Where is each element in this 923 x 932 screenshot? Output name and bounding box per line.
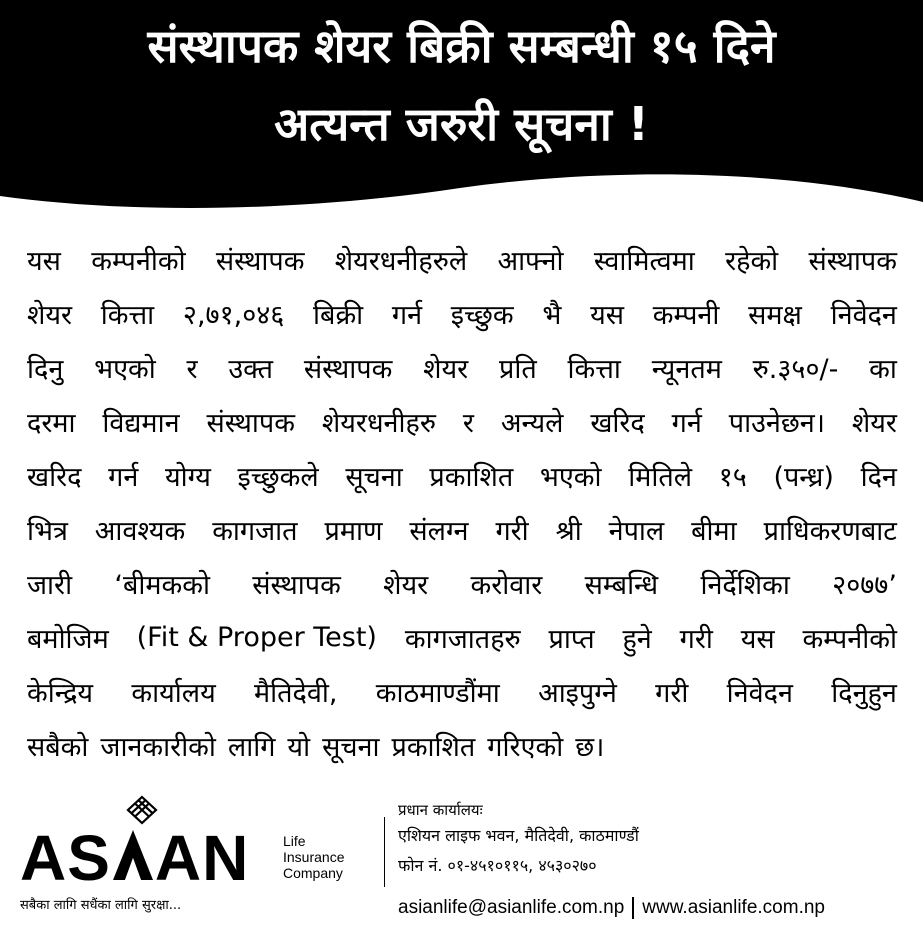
body-word: संस्थापक — [206, 407, 295, 439]
body-word: कागजातहरु — [404, 623, 521, 655]
body-line — [27, 502, 897, 556]
body-word: मितिले — [628, 461, 693, 493]
footer-divider — [384, 817, 385, 887]
body-word: २०७७’ — [832, 569, 897, 601]
body-word: कित्ता — [567, 353, 621, 385]
body-word: करोवार — [470, 569, 543, 601]
logo-text-left: AS — [20, 822, 111, 894]
body-line — [27, 718, 897, 772]
body-word: सूचना — [345, 461, 403, 493]
body-word: १५ — [718, 461, 747, 493]
body-word: शेयरधनीहरु — [321, 407, 437, 439]
body-word: शेयरधनीहरुले — [334, 245, 468, 277]
notice-body — [27, 232, 897, 772]
body-word: गर्न — [671, 407, 702, 439]
body-word: प्रमाण — [324, 515, 383, 547]
body-word: विद्यमान — [102, 407, 180, 439]
endless-knot-icon — [126, 795, 158, 825]
logo-subtitle — [283, 833, 344, 881]
body-word: बिक्री — [313, 299, 364, 331]
body-word: भै — [542, 299, 562, 331]
body-word: दिनु — [27, 353, 64, 385]
body-word: संलग्न — [409, 515, 469, 547]
logo-text-right: AN — [154, 822, 250, 894]
body-word: कागजात — [212, 515, 298, 547]
email-link[interactable]: asianlife@asianlife.com.np — [398, 897, 625, 918]
head-office-block — [398, 799, 639, 881]
body-word: निर्देशिका — [700, 569, 790, 601]
logo-subtitle-line: Insurance — [283, 849, 345, 865]
contact-separator — [632, 897, 634, 919]
body-word: हुने — [622, 623, 652, 655]
body-word: गरी — [655, 677, 689, 709]
logo-tagline: सबैका लागि सधैंका लागि सुरक्षा... — [20, 898, 182, 913]
body-line — [27, 340, 897, 394]
body-word: प्राधिकरणबाट — [763, 515, 897, 547]
body-word: र — [462, 407, 474, 439]
head-office-heading: प्रधान कार्यालयः — [398, 801, 483, 819]
body-word: दरमा — [27, 407, 76, 439]
body-word: पाउनेछन। — [728, 407, 826, 439]
body-word: दिनुहुन — [831, 677, 897, 709]
body-word: यो — [287, 731, 311, 763]
body-word: संस्थापक — [303, 353, 393, 385]
body-word: बीमा — [691, 515, 737, 547]
body-word: शेयर — [27, 299, 73, 331]
footer — [0, 785, 923, 932]
body-line — [27, 232, 897, 286]
body-word: स्वामित्वमा — [593, 245, 695, 277]
notice-title-line-1: संस्थापक शेयर बिक्री सम्बन्धी १५ दिने — [147, 19, 776, 73]
body-word: प्रकाशित — [391, 731, 476, 763]
body-word: समक्ष — [748, 299, 802, 331]
body-word: भएको — [94, 353, 156, 385]
body-word: गरी — [679, 623, 713, 655]
body-word: गरी — [495, 515, 529, 547]
body-word: र — [186, 353, 198, 385]
body-word: संस्थापक — [215, 245, 305, 277]
body-word: प्रकाशित — [429, 461, 514, 493]
body-word: यस — [27, 245, 61, 277]
website-link[interactable]: www.asianlife.com.np — [642, 897, 825, 918]
body-word: जारी — [27, 569, 73, 601]
body-word: नेपाल — [608, 515, 665, 547]
body-word: आफ्नो — [497, 245, 564, 277]
body-word: केन्द्रिय — [27, 677, 94, 709]
body-word: सबैको — [27, 731, 89, 763]
body-word: २,७१,०४६ — [182, 299, 285, 331]
body-line — [27, 394, 897, 448]
logo-subtitle-line: Life — [283, 833, 306, 849]
body-word: संस्थापक — [808, 245, 897, 277]
body-word: छ। — [575, 731, 605, 763]
body-word: ‘बीमकको — [114, 569, 210, 601]
body-word: प्राप्त — [548, 623, 595, 655]
body-word: सम्बन्धि — [584, 569, 659, 601]
body-word: (Fit & Proper Test) — [136, 621, 377, 653]
body-word: निवेदन — [830, 299, 897, 331]
body-word: कार्यालय — [131, 677, 216, 709]
body-word: काठमाण्डौंमा — [375, 677, 500, 709]
head-office-phone: फोन नं. ०१-४५१०११५, ४५३०२७० — [398, 856, 597, 875]
company-logo — [20, 823, 249, 893]
body-word: भएको — [539, 461, 602, 493]
body-line — [27, 448, 897, 502]
body-word: इच्छुक — [450, 299, 514, 331]
body-word: कम्पनी — [652, 299, 720, 331]
body-word: संस्थापक — [252, 569, 341, 601]
body-word: शेयर — [851, 407, 897, 439]
body-word: खरिद — [590, 407, 645, 439]
body-word: (पन्ध्र) — [773, 461, 834, 493]
body-word: यस — [590, 299, 624, 331]
body-word: गरिएको — [487, 731, 564, 763]
body-word: शेयर — [383, 569, 429, 601]
contact-line — [398, 897, 825, 919]
body-line — [27, 610, 897, 664]
body-word: उक्त — [228, 353, 274, 385]
body-word: भित्र — [27, 515, 68, 547]
head-office-address: एशियन लाइफ भवन, मैतिदेवी, काठमाण्डौं — [398, 826, 639, 845]
body-word: आवश्यक — [94, 515, 186, 547]
body-word: प्रति — [499, 353, 537, 385]
body-word: इच्छुकले — [237, 461, 319, 493]
body-line — [27, 664, 897, 718]
body-word: रहेको — [725, 245, 779, 277]
body-word: आइपुग्ने — [538, 677, 617, 709]
body-word: गर्न — [391, 299, 423, 331]
body-word: कम्पनीको — [91, 245, 186, 277]
body-line — [27, 556, 897, 610]
body-line — [27, 286, 897, 340]
body-word: दिन — [860, 461, 897, 493]
body-word: रु.३५०/- — [752, 353, 839, 385]
body-word: कित्ता — [100, 299, 155, 331]
body-word: मैतिदेवी, — [254, 677, 338, 709]
body-word: निवेदन — [726, 677, 793, 709]
body-word: न्यूनतम — [651, 353, 722, 385]
logo-subtitle-line: Company — [283, 865, 343, 881]
body-word: यस — [740, 623, 775, 655]
body-word: अन्यले — [500, 407, 564, 439]
logo-a-triangle-icon — [111, 828, 155, 882]
body-word: खरिद — [27, 461, 82, 493]
body-word: श्री — [555, 515, 582, 547]
body-word: जानकारीको — [100, 731, 216, 763]
body-word: कम्पनीको — [802, 623, 897, 655]
header-banner — [0, 0, 923, 215]
notice-title-line-2: अत्यन्त जरुरी सूचना ! — [274, 97, 649, 151]
body-word: योग्य — [164, 461, 211, 493]
body-word: शेयर — [423, 353, 469, 385]
body-word: का — [869, 353, 897, 385]
body-word: बमोजिम — [27, 623, 109, 655]
body-word: लागि — [227, 731, 276, 763]
body-word: गर्न — [108, 461, 139, 493]
body-word: सूचना — [322, 731, 380, 763]
